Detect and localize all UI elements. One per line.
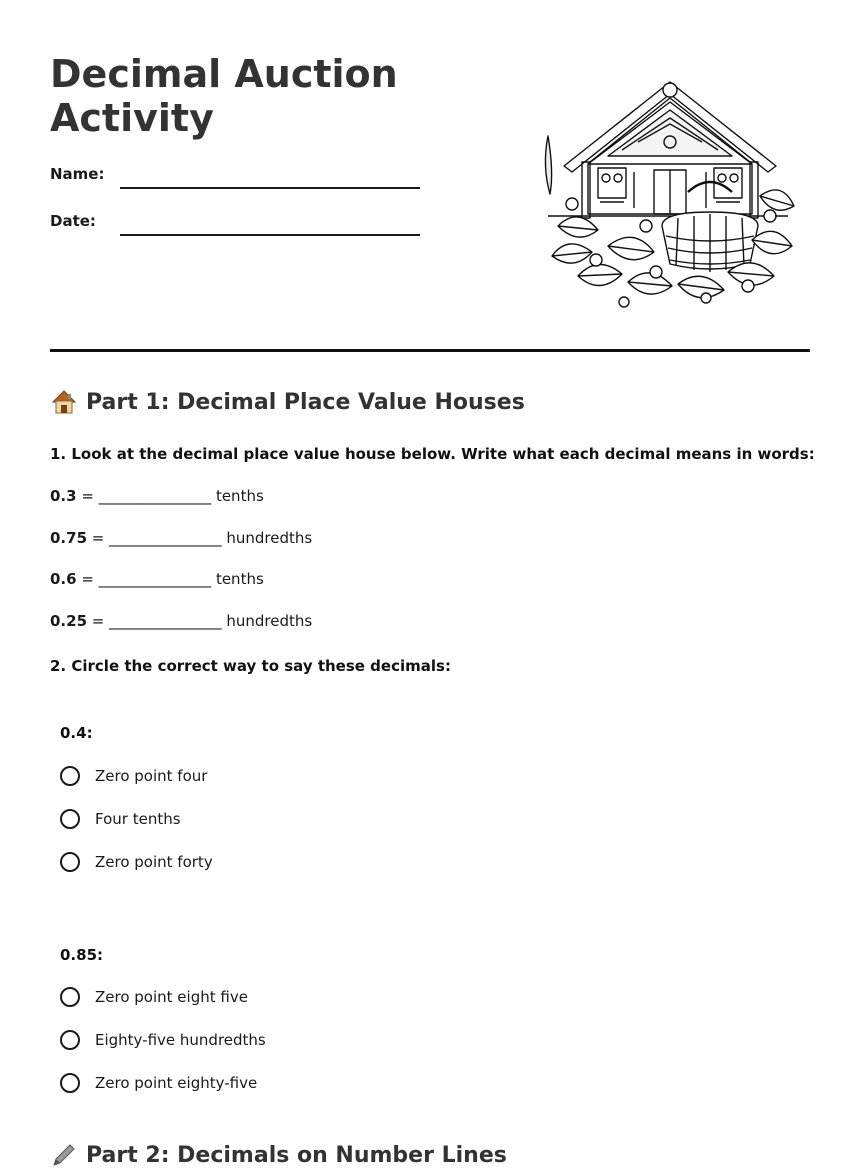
choice-option[interactable] xyxy=(60,766,207,786)
choice-option[interactable] xyxy=(60,987,248,1007)
meeting-house-illustration xyxy=(538,76,796,312)
fill-in-blank[interactable]: = _______________ tenths xyxy=(76,487,264,505)
decimal-value: 0.6 xyxy=(50,570,77,588)
choice-option-label: Eighty-five hundredths xyxy=(95,1031,266,1049)
fill-in-row[interactable] xyxy=(50,487,264,505)
choice-option[interactable] xyxy=(60,1030,266,1050)
date-field[interactable] xyxy=(120,234,420,236)
choice-option-label: Four tenths xyxy=(95,810,181,828)
name-label: Name: xyxy=(50,165,105,183)
choice-option-label: Zero point four xyxy=(95,767,208,785)
choice-group-label: 0.4: xyxy=(60,724,93,742)
choice-option-label: Zero point forty xyxy=(95,853,213,871)
decimal-value: 0.3 xyxy=(50,487,77,505)
date-label: Date: xyxy=(50,212,96,230)
radio-circle-icon[interactable] xyxy=(60,1030,80,1050)
part1-heading-text: Part 1: Decimal Place Value Houses xyxy=(86,389,525,415)
part1-heading xyxy=(50,388,525,416)
part2-heading xyxy=(50,1141,507,1169)
choice-option-label: Zero point eight five xyxy=(95,988,248,1006)
name-field[interactable] xyxy=(120,187,420,189)
fill-in-blank[interactable]: = _______________ hundredths xyxy=(87,612,313,630)
choice-option[interactable] xyxy=(60,852,213,872)
radio-circle-icon[interactable] xyxy=(60,987,80,1007)
worksheet-title: Decimal Auction Activity xyxy=(50,52,398,140)
fill-in-blank[interactable]: = _______________ hundredths xyxy=(87,529,313,547)
radio-circle-icon[interactable] xyxy=(60,1073,80,1093)
choice-option-label: Zero point eighty-five xyxy=(95,1074,258,1092)
decimal-value: 0.25 xyxy=(50,612,88,630)
radio-circle-icon[interactable] xyxy=(60,809,80,829)
decimal-value: 0.75 xyxy=(50,529,88,547)
radio-circle-icon[interactable] xyxy=(60,766,80,786)
choice-group-label: 0.85: xyxy=(60,946,104,964)
fill-in-row[interactable] xyxy=(50,570,264,588)
question-1-prompt: 1. Look at the decimal place value house below. Write what each decimal means in words: xyxy=(50,445,815,463)
fill-in-row[interactable] xyxy=(50,529,312,547)
fill-in-row[interactable] xyxy=(50,612,312,630)
radio-circle-icon[interactable] xyxy=(60,852,80,872)
part2-heading-text: Part 2: Decimals on Number Lines xyxy=(86,1142,507,1168)
section-divider xyxy=(50,349,810,352)
house-icon xyxy=(50,388,78,416)
choice-option[interactable] xyxy=(60,1073,257,1093)
choice-option[interactable] xyxy=(60,809,181,829)
fill-in-blank[interactable]: = _______________ tenths xyxy=(76,570,264,588)
question-2-prompt: 2. Circle the correct way to say these decimals: xyxy=(50,657,451,675)
pencil-icon xyxy=(50,1141,78,1169)
